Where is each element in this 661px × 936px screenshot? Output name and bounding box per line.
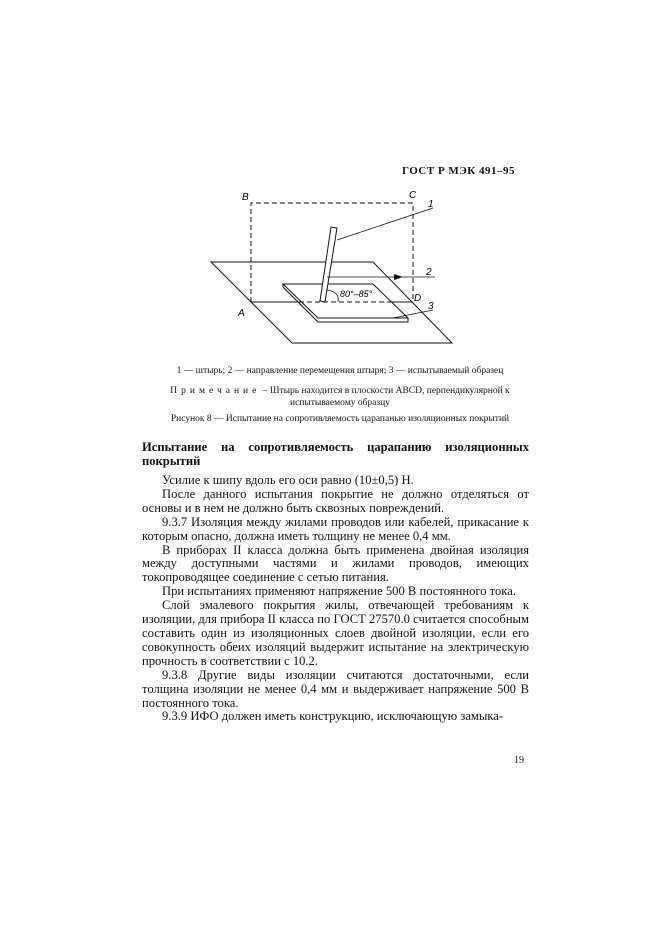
paragraph: 9.3.8 Другие виды изоляции считаются достаточными, если толщина изоляции не менее 0,4 мм и выдерживает напряжение 500 В постоянного тока. [142,667,529,710]
label-d: D [414,293,422,304]
paragraph: 9.3.7 Изоляция между жилами проводов или кабелей, прикасание к которым опасно, должна иметь толщину не менее 0,4 мм. [142,514,529,543]
figure-note [140,385,540,409]
label-a: A [238,308,245,319]
body-text [142,440,529,724]
paragraph: При испытаниях применяют напряжение 500 В постоянного тока. [162,584,516,599]
note-text: – Штырь находится в плоскости ABCD, перпендикулярной к испытываемому образцу [260,386,510,408]
paragraph: В приборах II класса должна быть применена двойная изоляция между доступными частями и жилами проводов, имеющих токопроводящее соединение с сетью питания. [142,542,529,585]
label-b: B [242,192,249,203]
label-2: 2 [426,267,432,278]
document-header: ГОСТ Р МЭК 491–95 [402,165,515,177]
paragraph: 9.3.9 ИФО должен иметь конструкцию, исключающую замыка- [162,709,504,724]
section-heading: Испытание на сопротивляемость царапанию изоляционных покрытий [142,440,529,468]
figure-caption: Рисунок 8 — Испытание на сопротивляемость царапанью изоляционных покрытий [170,414,510,424]
paragraph: После данного испытания покрытие не должно отделяться от основы и в нем не должно быть сквозных повреждений. [142,486,529,515]
figure-legend: 1 — штырь; 2 — направление перемещения штыря; 3 — испытываемый образец [176,366,504,376]
label-3: 3 [428,301,434,312]
paragraph: Слой эмалевого покрытия жилы, отвечающей требованиям к изоляции, для прибора II класса по ГОСТ 27570.0 считается способным составить один из изоляционных слоев двойной изоляции, если его совокупность обеих изоляций выдержит испытание на электрическую прочность в соответствии с 10.2. [142,598,529,668]
page-number: 19 [514,755,524,766]
paragraph: Усилие к шипу вдоль его оси равно (10±0,5) Н. [162,473,414,487]
label-1: 1 [428,199,434,210]
figure-8-diagram [0,0,661,360]
note-label: Примечание [170,386,261,396]
label-c: C [409,190,417,201]
angle-label: 80°–85° [340,289,373,299]
